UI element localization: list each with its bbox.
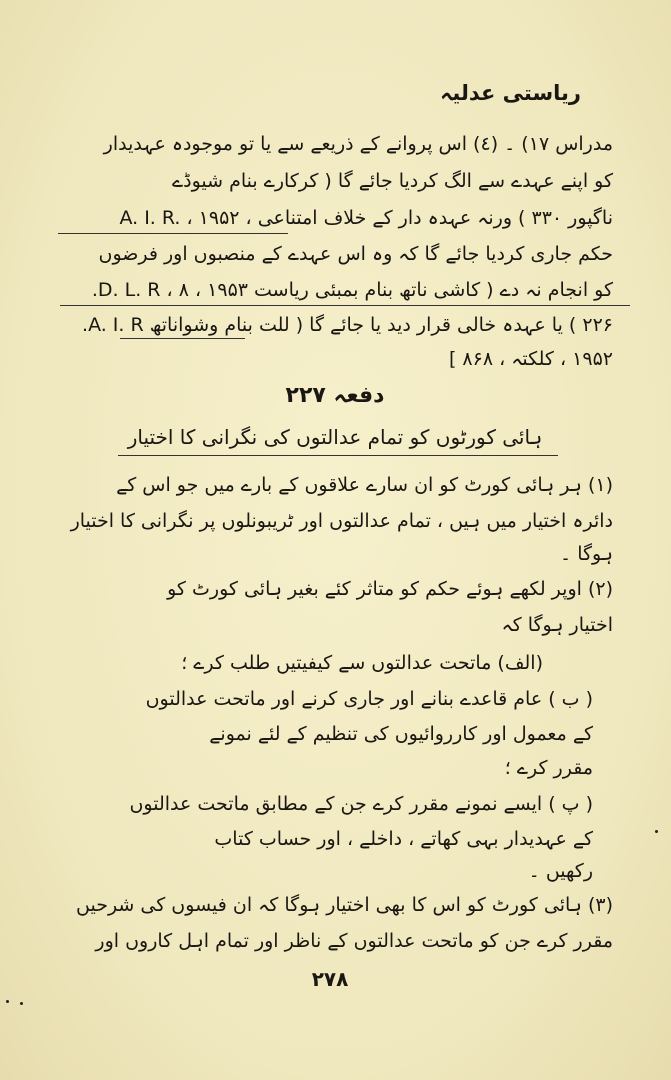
sub-clause-pe-line: کے عہدیدار بہی کھاتے ، داخلے ، اور حساب کتاب	[214, 828, 593, 850]
clause-line: (۲) اوپر لکھے ہوئے حکم کو متاثر کئے بغیر ہائی کورٹ کو	[167, 578, 613, 600]
paragraph-line: مدراس ۱۷) ۔ (٤) اس پروانے کے ذریعے سے یا تو موجودہ عہدیدار	[103, 133, 613, 155]
sub-clause-be-line: مقرر کرے ؛	[504, 757, 593, 779]
sub-clause-alif: (الف) ماتحت عدالتوں سے کیفیتیں طلب کرے ؛	[181, 652, 543, 674]
clause-line: دائرہ اختیار میں ہیں ، تمام عدالتوں اور ٹریبونلوں پر نگرانی کا اختیار	[70, 510, 613, 532]
paragraph-line: کو اپنے عہدے سے الگ کردیا جائے گا ( کرکارے بنام شیوڈے	[171, 170, 613, 192]
print-speck	[6, 1000, 9, 1003]
underline	[58, 233, 288, 234]
paragraph-line: A. I. R. ، ۱۹۵۲ ، ناگپور ۳۳۰ ) ورنہ عہدہ دار کے خلاف امتناعی	[119, 207, 613, 229]
clause-line: اختیار ہوگا کہ	[501, 614, 613, 636]
print-speck	[655, 830, 658, 833]
caption-underline	[118, 455, 558, 456]
clause-line: (۱) ہر ہائی کورٹ کو ان سارے علاقوں کے بارے میں جو اس کے	[116, 474, 613, 496]
paragraph-line: ۲۲۶ ) یا عہدہ خالی قرار دید یا جائے گا ( للت بنام وشواناتھ A. I. R.	[82, 314, 613, 336]
clause-line: (۳) ہائی کورٹ کو اس کا بھی اختیار ہوگا کہ ان فیسوں کی شرحیں	[76, 894, 613, 916]
paragraph-line: کو انجام نہ دے ( کاشی ناتھ بنام بمبئی ریاست ۱۹۵۳ ، ۸ ، D. L. R.	[91, 279, 613, 301]
paragraph-line: حکم جاری کردیا جائے گا کہ وہ اس عہدے کے منصبوں اور فرضوں	[98, 243, 613, 265]
running-header: ریاستی عدلیہ	[440, 81, 581, 105]
print-speck	[20, 1002, 23, 1005]
paragraph-line: ۱۹۵۲ ، کلکتہ ، ۸۶۸ ]	[448, 348, 613, 370]
clause-line: مقرر کرے جن کو ماتحت عدالتوں کے ناظر اور تمام اہل کاروں اور	[95, 930, 613, 952]
sub-clause-be-line: کے معمول اور کارروائیوں کی تنظیم کے لئے نمونے	[209, 723, 593, 745]
page-number: ۲۷۸	[311, 967, 349, 991]
sub-clause-pe-line: رکھیں ۔	[528, 860, 593, 882]
section-caption: ہائی کورٹوں کو تمام عدالتوں کی نگرانی کا اختیار	[127, 425, 543, 449]
sub-clause-pe-line: ( پ ) ایسے نمونے مقرر کرے جن کے مطابق ماتحت عدالتوں	[129, 793, 593, 815]
underline	[60, 305, 630, 306]
underline	[120, 338, 245, 339]
section-number: دفعہ ۲۲۷	[285, 383, 385, 408]
sub-clause-be-line: ( ب ) عام قاعدے بنانے اور جاری کرنے اور ماتحت عدالتوں	[145, 688, 593, 710]
clause-line: ہوگا ۔	[560, 543, 613, 565]
